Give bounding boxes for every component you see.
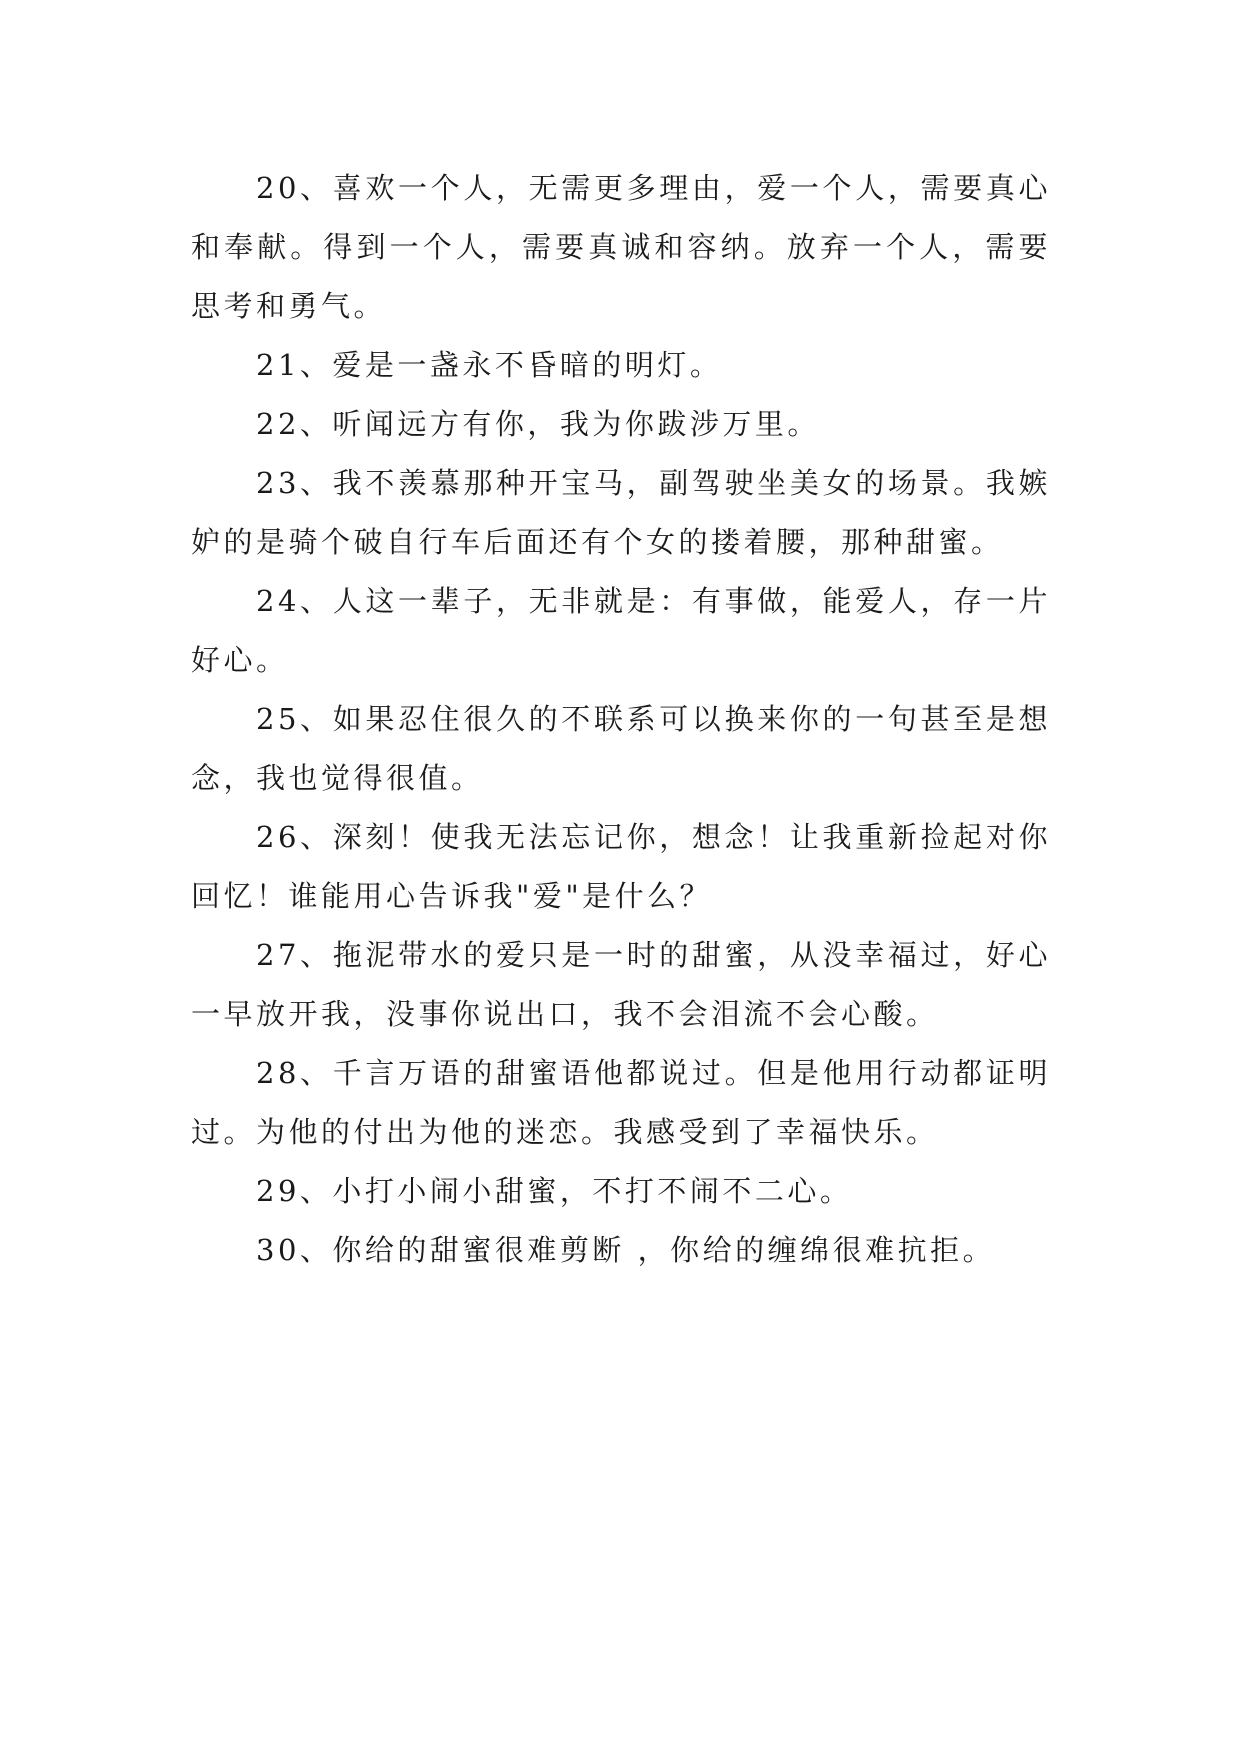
paragraph-25: 25、如果忍住很久的不联系可以换来你的一句甚至是想念，我也觉得很值。 <box>191 702 1051 795</box>
paragraph-24: 24、人这一辈子，无非就是：有事做，能爱人，存一片好心。 <box>191 584 1051 677</box>
paragraph-22: 22、听闻远方有你，我为你跋涉万里。 <box>256 407 820 441</box>
paragraph-27: 27、拖泥带水的爱只是一时的甜蜜，从没幸福过，好心一早放开我，没事你说出口，我不会泪流不会心酸。 <box>191 938 1051 1031</box>
paragraph-29: 29、小打小闹小甜蜜，不打不闹不二心。 <box>256 1174 853 1208</box>
paragraph-21: 21、爱是一盏永不昏暗的明灯。 <box>256 348 723 382</box>
paragraph-30: 30、你给的甜蜜很难剪断 ，你给的缠绵很难抗拒。 <box>256 1233 996 1267</box>
paragraph-23: 23、我不羡慕那种开宝马，副驾驶坐美女的场景。我嫉妒的是骑个破自行车后面还有个女的搂着腰，那种甜蜜。 <box>191 466 1051 559</box>
paragraph-20: 20、喜欢一个人，无需更多理由，爱一个人，需要真心和奉献。得到一个人，需要真诚和容纳。放弃一个人，需要思考和勇气。 <box>191 171 1051 323</box>
document-body <box>191 159 1051 1280</box>
paragraph-26: 26、深刻！使我无法忘记你，想念！让我重新捡起对你回忆！谁能用心告诉我"爱"是什么？ <box>191 820 1051 913</box>
paragraph-28: 28、千言万语的甜蜜语他都说过。但是他用行动都证明过。为他的付出为他的迷恋。我感受到了幸福快乐。 <box>191 1056 1051 1149</box>
